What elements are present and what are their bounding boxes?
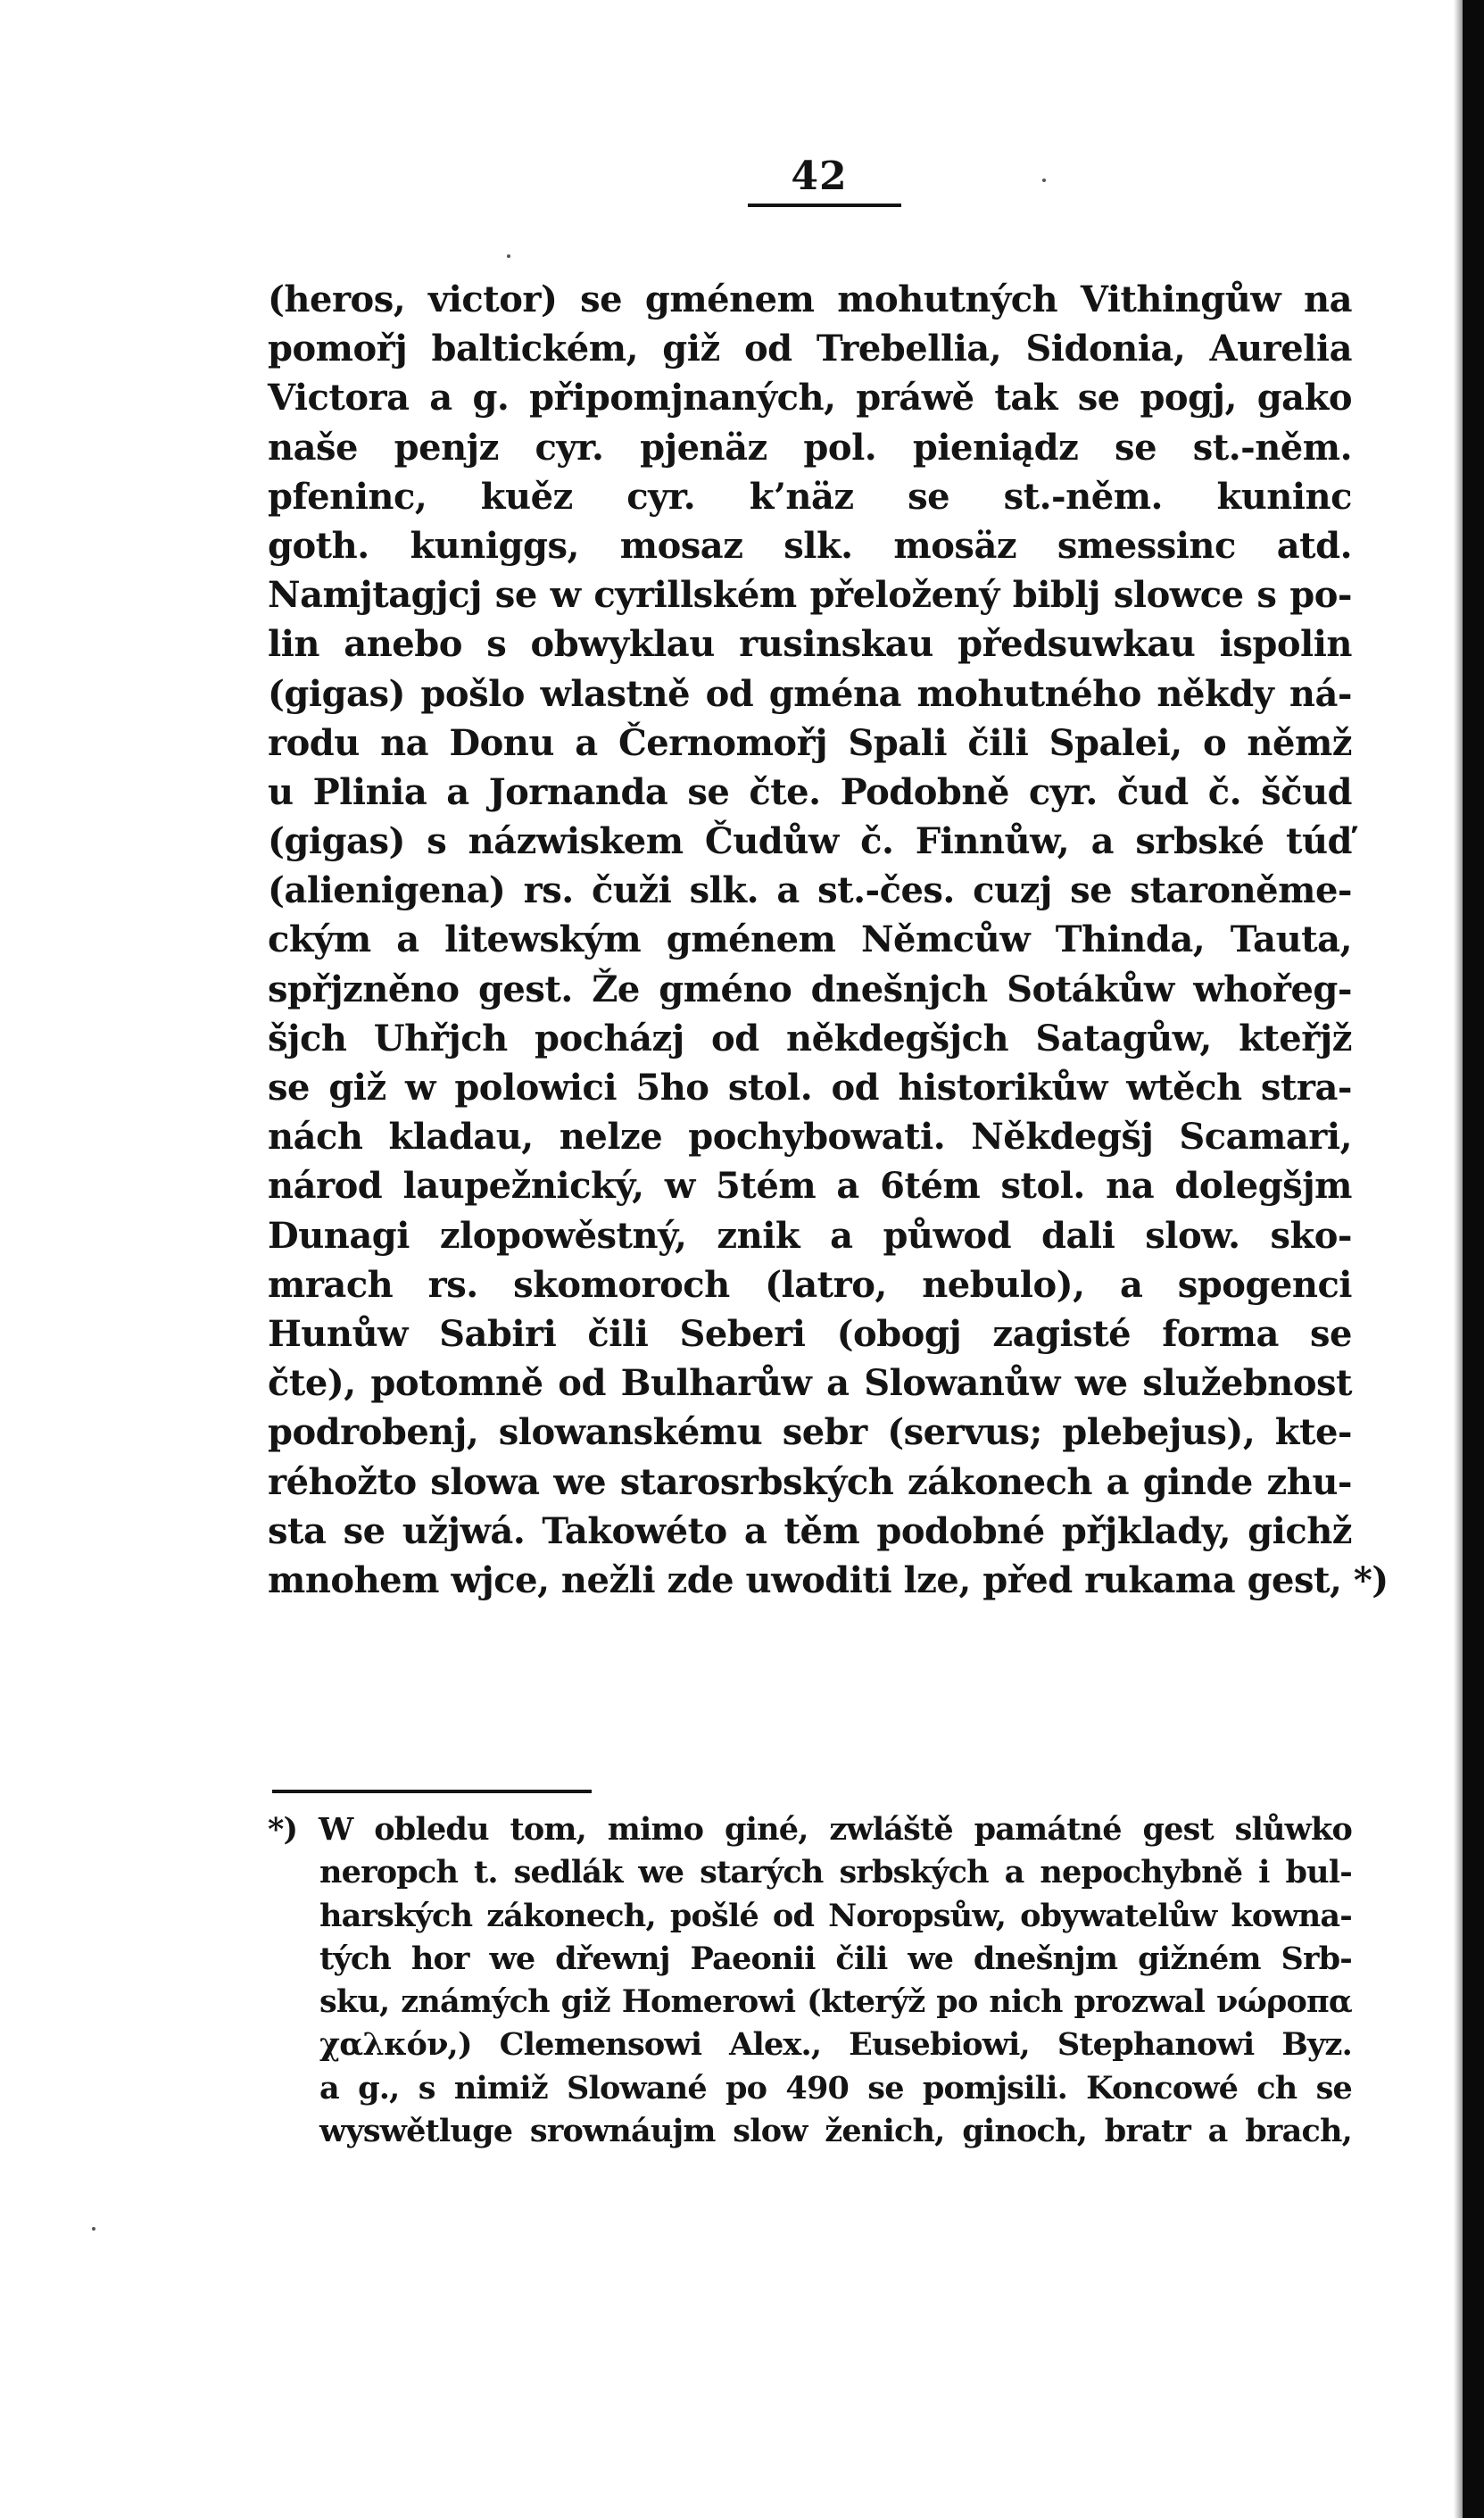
body-line: šjch Uhřjch pocházj od někdegšjch Satagůw, kteřjž bbox=[268, 1017, 1352, 1060]
body-line: (gigas) pošlo wlastně od gména mohutného někdy ná- bbox=[268, 672, 1352, 715]
body-line: podrobenj, slowanskému sebr (servus; plebejus), kte- bbox=[268, 1411, 1352, 1454]
body-line: Hunůw Sabiri čili Seberi (obogj zagisté forma se bbox=[268, 1312, 1352, 1355]
body-line: Dunagi zlopowěstný, znik a půwod dali slow. sko- bbox=[268, 1214, 1352, 1257]
footnote-rule bbox=[272, 1790, 592, 1793]
footnote-line: χαλκόν,) Clemensowi Alex., Eusebiowi, Stephanowi Byz. bbox=[319, 2026, 1352, 2064]
body-line: rodu na Donu a Černomořj Spali čili Spalei, o němž bbox=[268, 721, 1352, 764]
footnote-line: *) W obledu tom, mimo giné, zwláště památné gest slůwko bbox=[268, 1811, 1352, 1848]
footnote-text bbox=[268, 1808, 1352, 2153]
page-number: 42 bbox=[791, 154, 848, 199]
body-line: sta se užjwá. Takowéto a těm podobné přjklady, gichž bbox=[268, 1509, 1352, 1552]
page-edge bbox=[1463, 0, 1484, 2518]
footnote-line: a g., s nimiž Slowané po 490 se pomjsili. Koncowé ch se bbox=[319, 2069, 1352, 2107]
body-line: Namjtagjcj se w cyrillském přeložený biblj slowce s po- bbox=[268, 574, 1352, 617]
body-line: (heros, victor) se gménem mohutných Vithingůw na bbox=[268, 278, 1352, 320]
footnote-line: tých hor we dřewnj Paeonii čili we dnešnjm gižném Srb- bbox=[319, 1940, 1352, 1977]
footnote-line: wyswětluge srownáujm slow ženich, ginoch, bratr a brach, bbox=[319, 2113, 1352, 2150]
body-line: goth. kuniggs, mosaz slk. mosäz smessinc atd. bbox=[268, 524, 1352, 567]
footnote-line: sku, známých giž Homerowi (kterýž po nich prozwal νώροπα bbox=[319, 1983, 1352, 2021]
body-line: pfeninc, kuěz cyr. k’näz se st.-něm. kuninc bbox=[268, 475, 1352, 518]
page-edge-shade bbox=[1454, 0, 1463, 2518]
body-line: (gigas) s názwiskem Čudůw č. Finnůw, a srbské túď bbox=[268, 820, 1352, 863]
body-line: mnohem wjce, nežli zde uwoditi lze, před rukama gest, *) bbox=[268, 1558, 1389, 1601]
body-line: nách kladau, nelze pochybowati. Někdegšj Scamari, bbox=[268, 1116, 1352, 1159]
body-line: réhožto slowa we starosrbských zákonech a ginde zhu- bbox=[268, 1460, 1352, 1503]
body-line: národ laupežnický, w 5tém a 6tém stol. na dolegšjm bbox=[268, 1165, 1352, 1208]
body-line: ckým a litewským gménem Němcůw Thinda, Tauta, bbox=[268, 918, 1352, 961]
body-line: se giž w polowici 5ho stol. od historikůw wtěch stra- bbox=[268, 1067, 1352, 1109]
body-line: u Plinia a Jornanda se čte. Podobně cyr. čud č. ščud bbox=[268, 770, 1352, 813]
body-line: naše penjz cyr. pjenäz pol. pieniądz se st.-něm. bbox=[268, 426, 1352, 469]
body-line: čte), potomně od Bulharůw a Slowanůw we služebnost bbox=[268, 1362, 1352, 1405]
body-line: Victora a g. připomjnaných, práwě tak se pogj, gako bbox=[268, 377, 1352, 420]
scan-speck bbox=[1042, 179, 1046, 182]
body-line: pomořj baltickém, giž od Trebellia, Sidonia, Aurelia bbox=[268, 328, 1352, 370]
body-text bbox=[268, 275, 1389, 1605]
body-line: mrach rs. skomoroch (latro, nebulo), a spogenci bbox=[268, 1263, 1352, 1306]
footnote-line: neropch t. sedlák we starých srbských a nepochybně i bul- bbox=[319, 1854, 1352, 1891]
body-line: spřjzněno gest. Že gméno dnešnjch Sotákůw whořeg- bbox=[268, 968, 1352, 1010]
scan-speck bbox=[507, 254, 510, 258]
scan-speck bbox=[92, 2227, 95, 2231]
page-number-rule bbox=[748, 204, 901, 207]
footnote-line: harských zákonech, pošlé od Noropsůw, obywatelůw kowna- bbox=[319, 1897, 1352, 1934]
body-line: (alienigena) rs. čuži slk. a st.-čes. cuzj se staroněme- bbox=[268, 869, 1352, 912]
body-line: lin anebo s obwyklau rusinskau předsuwkau ispolin bbox=[268, 623, 1352, 666]
